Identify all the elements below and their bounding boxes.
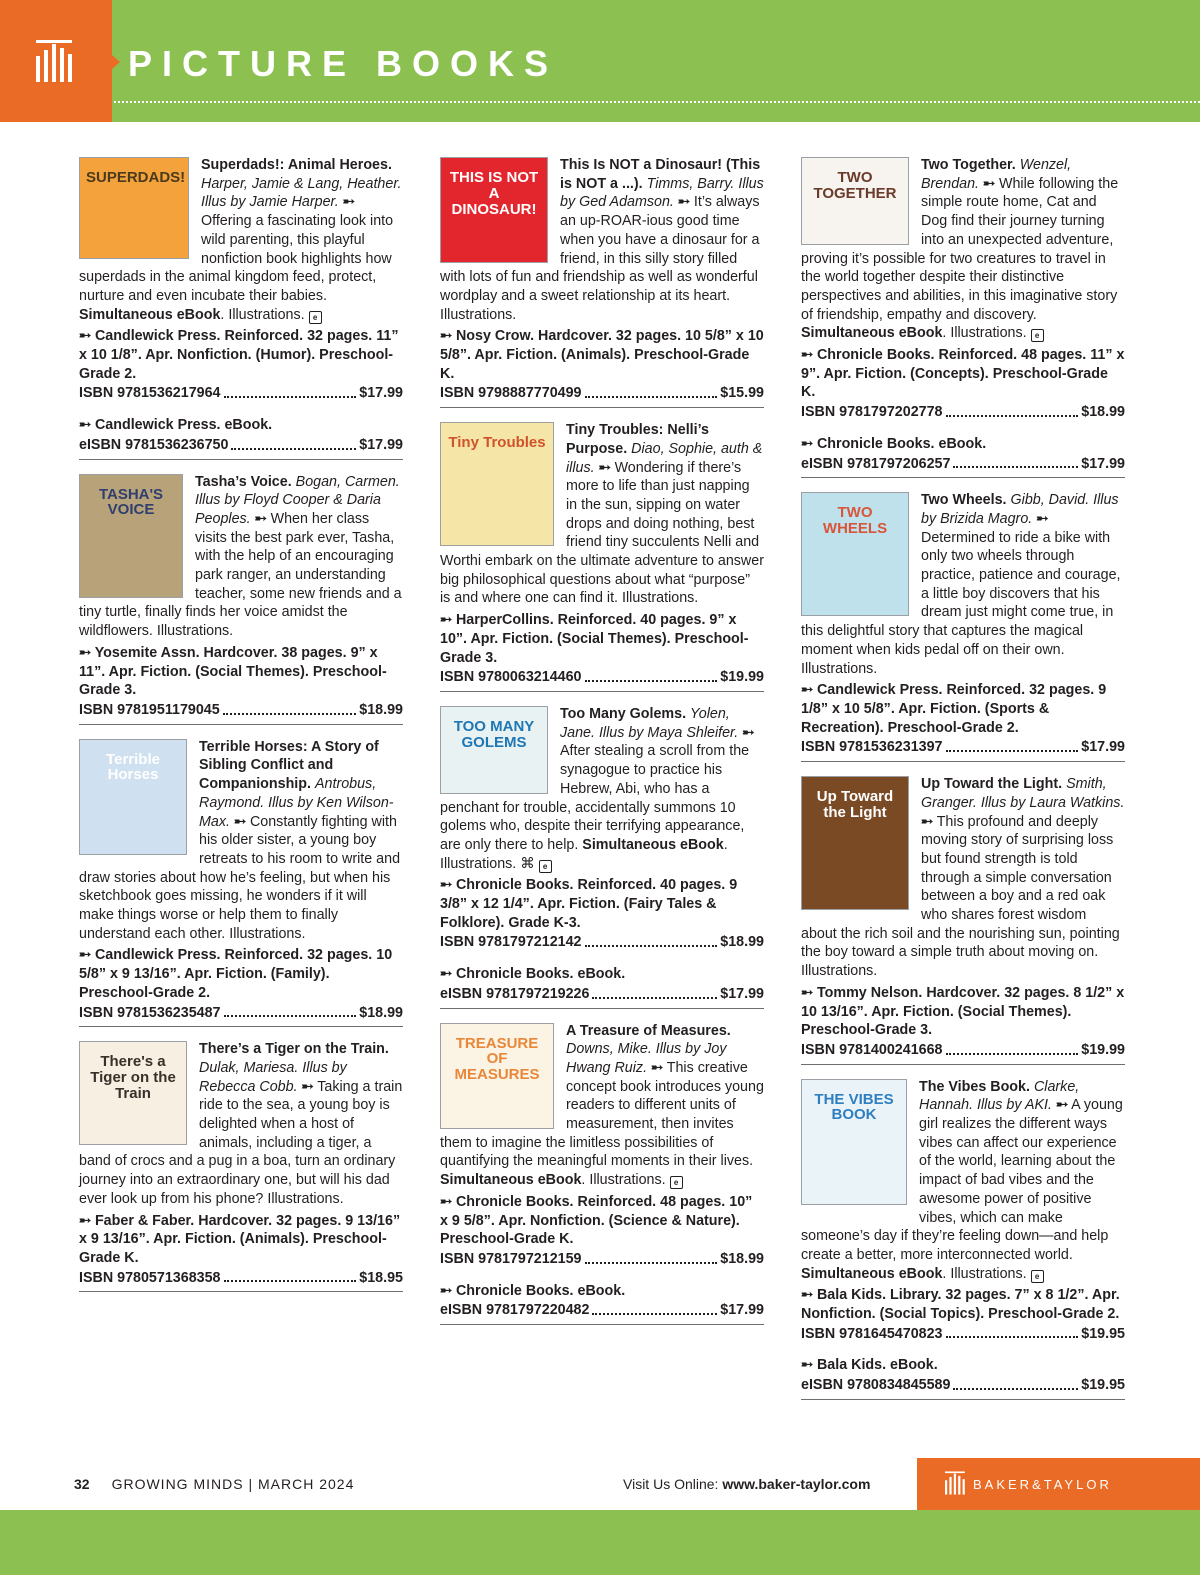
- simultaneous-ebook-label: Simultaneous eBook: [79, 306, 221, 323]
- edition-info: Yosemite Assn. Hardcover. 38 pages. 9” x 11”. Apr. Fiction. (Social Themes). Preschool-Grade 3.: [79, 644, 387, 699]
- book-entry: [440, 705, 764, 1009]
- ebook-icon: e: [539, 860, 552, 873]
- book-entry: [79, 473, 403, 725]
- price: $17.99: [720, 1302, 764, 1319]
- header-bar: [0, 0, 1200, 122]
- book-summary: When her class visits the best park ever, Tasha, with the help of an encouraging park ranger, an understanding teacher, some new friends and a tiny turtle, finally finds her voice amidst the wildflowers. Illustrations.: [79, 510, 402, 640]
- book-title: This Is NOT a Dinosaur! (This is NOT a ...).: [560, 157, 761, 192]
- publication-name: GROWING MINDS | MARCH 2024: [111, 1476, 355, 1492]
- edition-details: [801, 346, 1125, 402]
- book-cover[interactable]: [801, 157, 909, 245]
- edition-info: Tommy Nelson. Hardcover. 32 pages. 8 1/2” x 10 13/16”. Apr. Fiction. (Social Themes). Preschool-Grade 3.: [801, 984, 1125, 1039]
- cover-title: THIS IS NOT A DINOSAUR!: [449, 169, 539, 218]
- edition-info: Bala Kids. eBook.: [816, 1357, 938, 1374]
- dot-leader: [224, 1269, 357, 1283]
- book-title: There’s a Tiger on the Train.: [199, 1041, 389, 1058]
- bookshelf-logo-icon: [945, 1471, 967, 1495]
- arrow-icon: ➸: [79, 417, 95, 434]
- arrow-icon: ➸: [677, 194, 690, 211]
- book-summary: After stealing a scroll from the synagogue to practice his Hebrew, Abi, who has a penchant for trouble, accidentally summons 10 golems who, despite their terrifying appearance, are only there to help.: [440, 743, 750, 853]
- book-author: Bogan, Carmen. Illus by Floyd Cooper & Daria Peoples.: [195, 473, 400, 527]
- book-summary: It’s always an up-ROAR-ious good time when you have a dinosaur for a friend, in this silly story filled with lots of fun and friendship as well as wonderful wordplay and a sweet relationship at its heart. Illustrations.: [440, 194, 760, 323]
- arrow-icon: ➸: [79, 947, 95, 964]
- book-title: The Vibes Book.: [919, 1078, 1030, 1095]
- book-description: [801, 156, 1125, 343]
- dot-leader: [946, 403, 1079, 417]
- book-cover[interactable]: [801, 1079, 907, 1205]
- dot-leader: [585, 1250, 718, 1264]
- arrow-icon: ➸: [651, 1059, 664, 1076]
- book-entry: [801, 491, 1125, 762]
- isbn-price-row: [440, 1250, 764, 1269]
- arrow-icon: ➸: [801, 435, 817, 452]
- price: $17.99: [1081, 455, 1125, 472]
- arrow-icon: ➸: [801, 1357, 817, 1374]
- book-description: [440, 421, 764, 608]
- isbn-price-row: [79, 436, 403, 455]
- arrow-icon: ➸: [598, 459, 611, 476]
- isbn-number: ISBN 9780063214460: [440, 669, 582, 686]
- book-summary: Determined to ride a bike with only two wheels through practice, patience and courage, a little boy discovers that his dream just might come true, in this delightful story that captures the magical moment when kids pedal off on their own. Illustrations.: [801, 529, 1121, 677]
- edition-details: [801, 984, 1125, 1040]
- book-description: [440, 705, 764, 873]
- header-divider: [114, 101, 1200, 103]
- book-description: [440, 156, 764, 324]
- edition-info: Chronicle Books. eBook.: [816, 435, 987, 452]
- book-summary: Offering a fascinating look into wild parenting, this playful nonfiction book highlights how superdads in the animal kingdom feed, protect, nurture and even incubate their babies.: [79, 213, 394, 304]
- book-title: Superdads!: Animal Heroes.: [201, 157, 392, 173]
- dot-leader: [946, 1325, 1079, 1339]
- book-cover[interactable]: [440, 706, 548, 794]
- book-entry: [801, 1078, 1125, 1400]
- description-tail: . Illustrations.: [581, 1172, 666, 1189]
- book-author: Clarke, Hannah. Illus by AKI.: [919, 1078, 1080, 1114]
- isbn-price-row: [440, 1301, 764, 1320]
- footer-band: [0, 1510, 1200, 1575]
- book-author: Antrobus, Raymond. Illus by Ken Wilson-Max.: [199, 776, 394, 830]
- book-author: Dulak, Mariesa. Illus by Rebecca Cobb.: [199, 1059, 347, 1095]
- isbn-number: ISBN 9781797212142: [440, 934, 582, 951]
- cover-title: Tiny Troubles: [448, 434, 546, 452]
- edition-info: Faber & Faber. Hardcover. 32 pages. 9 13/16” x 9 13/16”. Apr. Fiction. (Animals). Preschool-Grade K.: [79, 1212, 401, 1266]
- brand-logo: [0, 0, 112, 122]
- ebook-icon: e: [309, 311, 322, 324]
- arrow-icon: ➸: [233, 813, 246, 830]
- dot-leader: [224, 384, 357, 398]
- book-entry: [79, 738, 403, 1028]
- isbn-number: ISBN 9781951179045: [79, 701, 220, 718]
- book-author: Wenzel, Brendan.: [921, 157, 1072, 192]
- cover-title: Up Toward the Light: [816, 788, 894, 821]
- book-cover[interactable]: [79, 157, 189, 259]
- price: $19.95: [1081, 1325, 1125, 1342]
- dot-leader: [592, 1301, 717, 1315]
- edition-details: [801, 1286, 1125, 1323]
- book-title: Tiny Troubles: Nelli’s Purpose.: [566, 422, 710, 457]
- isbn-price-row: [801, 738, 1125, 757]
- book-entry: [801, 156, 1125, 478]
- visit-label: Visit Us Online:: [623, 1476, 719, 1492]
- header-notch: [112, 55, 120, 69]
- price: $18.99: [359, 701, 403, 718]
- price: $18.99: [720, 1250, 764, 1267]
- dot-leader: [585, 384, 718, 398]
- column-3: [801, 156, 1125, 1400]
- book-description: [79, 156, 403, 324]
- edition-gap: [801, 422, 1125, 432]
- book-description: [79, 738, 403, 944]
- cover-title: TWO TOGETHER: [813, 169, 897, 202]
- price: $18.99: [720, 934, 764, 951]
- book-description: [801, 491, 1125, 678]
- book-cover[interactable]: [440, 157, 548, 263]
- isbn-number: ISBN 9781645470823: [801, 1325, 943, 1342]
- edition-info: Chronicle Books. Reinforced. 48 pages. 10” x 9 5/8”. Apr. Nonfiction. (Science & Nature). Preschool-Grade K.: [440, 1193, 753, 1248]
- cover-title: TOO MANY GOLEMS: [453, 717, 535, 751]
- arrow-icon: ➸: [801, 347, 817, 364]
- book-summary: This creative concept book introduces young readers to different units of measurement, then invites them to imagine the limitless possibilities of quantifying the meaningful moments in their lives.: [440, 1059, 764, 1170]
- column-2: [440, 156, 764, 1325]
- description-tail: . Illustrations.: [942, 325, 1027, 342]
- isbn-number: ISBN 9781536231397: [801, 739, 943, 756]
- bookshelf-logo-icon: [36, 40, 76, 82]
- edition-details: [440, 876, 764, 932]
- arrow-icon: ➸: [440, 1193, 456, 1210]
- price: $17.99: [359, 436, 403, 453]
- book-cover[interactable]: [440, 1023, 554, 1129]
- dot-leader: [946, 1041, 1079, 1055]
- book-title: Up Toward the Light.: [921, 776, 1063, 793]
- edition-info: HarperCollins. Reinforced. 40 pages. 9” x 10”. Apr. Fiction. (Social Themes). Preschool-Grade 3.: [440, 612, 749, 666]
- edition-info: Chronicle Books. Reinforced. 40 pages. 9 3/8” x 12 1/4”. Apr. Fiction. (Fairy Tales & Folklore). Grade K-3.: [440, 877, 738, 931]
- book-entry: [79, 1040, 403, 1292]
- book-cover[interactable]: [79, 739, 187, 855]
- edition-info: Candlewick Press. Reinforced. 32 pages. 9 1/8” x 10 5/8”. Apr. Fiction. (Sports & Recreation). Preschool-Grade 2.: [801, 682, 1107, 736]
- arrow-icon: ➸: [440, 1282, 456, 1299]
- edition-details: [79, 327, 403, 383]
- cover-title: THE VIBES BOOK: [814, 1090, 894, 1124]
- price: $18.99: [1081, 404, 1125, 421]
- edition-info: Chronicle Books. eBook.: [455, 966, 626, 983]
- book-summary: This profound and deeply moving story of surprising loss but found strength is told through a simple conversation between a boy and a red oak who shares forest wisdom about the rich soil and the nourishing sun, pointing the boy toward a simple truth about moving on. Illustrations.: [801, 813, 1120, 980]
- book-description: [440, 1022, 764, 1190]
- isbn-price-row: [801, 1041, 1125, 1060]
- book-entry: [440, 1022, 764, 1326]
- cover-title: There's a Tiger on the Train: [90, 1053, 176, 1102]
- book-cover[interactable]: [79, 1041, 187, 1145]
- arrow-icon: ➸: [801, 682, 817, 699]
- edition-info: Bala Kids. Library. 32 pages. 7” x 8 1/2”. Apr. Nonfiction. (Social Topics). Preschool-Grade 2.: [801, 1287, 1120, 1323]
- edition-gap: [801, 1343, 1125, 1353]
- dot-leader: [224, 1004, 357, 1018]
- page-number: 32: [74, 1476, 90, 1492]
- edition-gap: [79, 403, 403, 413]
- isbn-number: ISBN 9780571368358: [79, 1269, 221, 1286]
- book-author: Downs, Mike. Illus by Joy Hwang Ruiz.: [566, 1041, 727, 1076]
- dot-leader: [946, 738, 1079, 752]
- book-description: [801, 775, 1125, 981]
- arrow-icon: ➸: [342, 194, 355, 211]
- price: $18.99: [359, 1004, 403, 1021]
- book-summary: While following the simple route home, Cat and Dog find their journey turning into an unexpected adventure, proving it’s possible for two creatures to travel in the world together despite their distinctive perspectives and abilities, in this imaginative story of friendship, empathy and discovery.: [801, 175, 1119, 323]
- edition-details: [801, 1356, 1125, 1375]
- isbn-price-row: [79, 1269, 403, 1288]
- arrow-icon: ➸: [983, 175, 995, 192]
- book-entry: [79, 156, 403, 460]
- section-title: PICTURE BOOKS: [128, 43, 559, 84]
- arrow-icon: ➸: [742, 724, 755, 741]
- book-author: Gibb, David. Illus by Brizida Magro.: [921, 492, 1119, 527]
- book-title: Two Wheels.: [921, 492, 1007, 509]
- arrow-icon: ➸: [440, 966, 456, 983]
- book-author: Diao, Sophie, auth & illus.: [566, 440, 763, 476]
- isbn-number: eISBN 9781797206257: [801, 455, 951, 472]
- edition-details: [79, 416, 403, 435]
- isbn-price-row: [79, 384, 403, 403]
- arrow-icon: ➸: [801, 984, 817, 1001]
- book-author: Yolen, Jane. Illus by Maya Shleifer.: [560, 705, 739, 741]
- price: $18.95: [359, 1269, 403, 1286]
- dot-leader: [585, 668, 718, 682]
- book-cover[interactable]: [440, 422, 554, 546]
- price: $19.99: [1081, 1041, 1125, 1058]
- isbn-price-row: [801, 455, 1125, 474]
- edition-info: Candlewick Press. eBook.: [94, 417, 273, 434]
- cover-title: TREASURE OF MEASURES: [454, 1034, 540, 1084]
- baker-taylor-badge: [917, 1458, 1200, 1510]
- book-author: Harper, Jamie & Lang, Heather. Illus by Jamie Harper.: [201, 175, 402, 211]
- edition-details: [440, 1193, 764, 1249]
- ebook-icon: e: [670, 1176, 683, 1189]
- isbn-number: ISBN 9781536217964: [79, 385, 221, 402]
- dot-leader: [585, 933, 718, 947]
- isbn-price-row: [79, 1004, 403, 1023]
- price: $17.99: [359, 385, 403, 402]
- isbn-number: ISBN 9798887770499: [440, 385, 582, 402]
- book-title: Two Together.: [921, 157, 1016, 173]
- edition-gap: [440, 952, 764, 962]
- edition-details: [801, 435, 1125, 454]
- book-author: Timms, Barry. Illus by Ged Adamson.: [560, 175, 764, 211]
- book-title: Terrible Horses: A Story of Sibling Conflict and Companionship.: [199, 738, 379, 793]
- book-title: A Treasure of Measures.: [566, 1022, 731, 1039]
- arrow-icon: ➸: [1055, 1097, 1068, 1114]
- book-title: Too Many Golems.: [560, 705, 687, 722]
- cover-title: SUPERDADS!: [86, 169, 186, 186]
- edition-details: [79, 644, 403, 700]
- book-description: [801, 1078, 1125, 1284]
- book-entry: [440, 156, 764, 408]
- edition-gap: [440, 1269, 764, 1279]
- column-1: [79, 156, 403, 1292]
- edition-info: Candlewick Press. Reinforced. 32 pages. 10 5/8” x 9 13/16”. Apr. Fiction. (Family). Preschool-Grade 2.: [79, 947, 393, 1001]
- isbn-number: eISBN 9781797219226: [440, 985, 590, 1002]
- edition-info: Chronicle Books. Reinforced. 48 pages. 11” x 9”. Apr. Fiction. (Concepts). Preschool-Grade K.: [801, 347, 1125, 401]
- edition-details: [79, 946, 403, 1002]
- arrow-icon: ➸: [440, 328, 456, 345]
- edition-info: Candlewick Press. Reinforced. 32 pages. 11” x 10 1/8”. Apr. Nonfiction. (Humor). Preschool-Grade 2.: [79, 328, 399, 382]
- edition-info: Chronicle Books. eBook.: [455, 1282, 626, 1299]
- cover-title: TWO WHEELS: [822, 504, 888, 537]
- arrow-icon: ➸: [301, 1078, 314, 1095]
- brand-name: BAKER&TAYLOR: [973, 1477, 1112, 1492]
- dot-leader: [592, 985, 717, 999]
- book-summary: A young girl realizes the different ways vibes can affect our experience of the world, learning about the impact of bad vibes and the awesome power of positive vibes, which can make someone’s day if they’re feeling down—and help create a better, more interconnected world.: [801, 1097, 1123, 1263]
- price: $17.99: [1081, 739, 1125, 756]
- simultaneous-ebook-label: Simultaneous eBook: [801, 325, 943, 342]
- arrow-icon: ➸: [440, 877, 456, 894]
- price: $15.99: [720, 385, 764, 402]
- simultaneous-ebook-label: Simultaneous eBook: [801, 1265, 943, 1282]
- arrow-icon: ➸: [921, 813, 933, 830]
- edition-details: [440, 327, 764, 383]
- book-cover[interactable]: [801, 492, 909, 616]
- price: $19.99: [720, 669, 764, 686]
- website-link[interactable]: www.baker-taylor.com: [722, 1476, 871, 1492]
- book-author: Smith, Granger. Illus by Laura Watkins.: [921, 776, 1125, 811]
- dot-leader: [953, 1376, 1078, 1390]
- isbn-price-row: [801, 1325, 1125, 1344]
- arrow-icon: ➸: [79, 644, 95, 661]
- cover-title: Terrible Horses: [106, 750, 160, 784]
- isbn-price-row: [440, 933, 764, 952]
- isbn-price-row: [440, 384, 764, 403]
- arrow-icon: ➸: [440, 612, 456, 629]
- ebook-icon: e: [1031, 329, 1044, 342]
- footer-page-info: [74, 1476, 354, 1492]
- arrow-icon: ➸: [801, 1287, 817, 1304]
- price: $17.99: [720, 985, 764, 1002]
- book-description: [79, 473, 403, 641]
- book-summary: Taking a train ride to the sea, a young boy is delighted when a host of animals, including a tiger, a band of crocs and a pug in a boa, turn an ordinary journey into an extraordinary one, but will his dad ever look up from his phone? Illustrations.: [79, 1078, 403, 1207]
- dot-leader: [231, 436, 356, 450]
- description-tail: . Illustrations. ⌘: [440, 836, 728, 872]
- isbn-price-row: [801, 403, 1125, 422]
- edition-details: [440, 611, 764, 667]
- isbn-number: eISBN 9781536236750: [79, 436, 229, 453]
- isbn-number: eISBN 9780834845589: [801, 1377, 951, 1394]
- price: $19.95: [1081, 1377, 1125, 1394]
- book-cover[interactable]: [801, 776, 909, 910]
- ebook-icon: e: [1031, 1270, 1044, 1283]
- footer-visit: [623, 1476, 870, 1492]
- edition-details: [801, 681, 1125, 737]
- isbn-number: ISBN 9781797202778: [801, 404, 943, 421]
- isbn-number: ISBN 9781536235487: [79, 1004, 221, 1021]
- book-entry: [440, 421, 764, 692]
- isbn-number: ISBN 9781400241668: [801, 1041, 943, 1058]
- isbn-price-row: [440, 668, 764, 687]
- edition-info: Nosy Crow. Hardcover. 32 pages. 10 5/8” x 10 5/8”. Apr. Fiction. (Animals). Preschool-Grade K.: [440, 328, 764, 382]
- arrow-icon: ➸: [79, 1212, 95, 1229]
- isbn-price-row: [440, 985, 764, 1004]
- book-cover[interactable]: [79, 474, 183, 598]
- isbn-number: eISBN 9781797220482: [440, 1302, 590, 1319]
- simultaneous-ebook-label: Simultaneous eBook: [582, 836, 724, 853]
- simultaneous-ebook-label: Simultaneous eBook: [440, 1172, 582, 1189]
- description-tail: . Illustrations.: [220, 306, 305, 323]
- isbn-number: ISBN 9781797212159: [440, 1250, 582, 1267]
- isbn-price-row: [801, 1376, 1125, 1395]
- edition-details: [440, 1282, 764, 1301]
- cover-title: TASHA'S VOICE: [98, 485, 164, 519]
- dot-leader: [953, 455, 1078, 469]
- book-title: Tasha’s Voice.: [195, 473, 292, 490]
- edition-details: [440, 965, 764, 984]
- book-entry: [801, 775, 1125, 1065]
- arrow-icon: ➸: [79, 328, 95, 345]
- book-description: [79, 1040, 403, 1208]
- book-summary: Wondering if there’s more to life than just napping in the sun, sipping on water drops and doing nothing, best friend tiny succulents Nelli and Worthi embark on the ultimate adventure to answer big philosophical questions about what “purpose” is and where one can find it. Illustrations.: [440, 459, 764, 607]
- dot-leader: [223, 701, 357, 715]
- edition-details: [79, 1212, 403, 1268]
- description-tail: . Illustrations.: [942, 1265, 1027, 1282]
- book-summary: Constantly fighting with his older sister, a young boy retreats to his room to write and draw stories about how he’s feeling, but when his sketchbook goes missing, he wonders if it will make things worse or help them to finally understand each other. Illustrations.: [79, 813, 401, 942]
- isbn-price-row: [79, 701, 403, 720]
- arrow-icon: ➸: [254, 510, 267, 527]
- arrow-icon: ➸: [1036, 510, 1049, 527]
